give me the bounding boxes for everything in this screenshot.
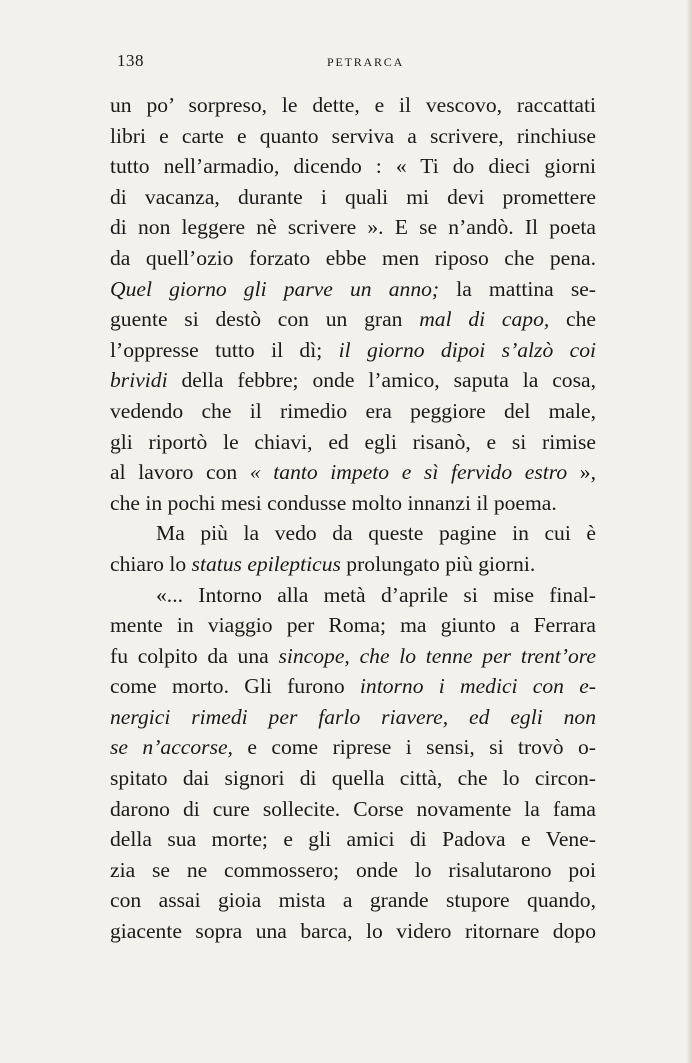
page-number: 138 — [117, 51, 144, 70]
text-segment: prolungato più giorni. — [340, 551, 536, 576]
text-line: mente in viaggio per Roma; ma giunto a Ferrara — [110, 613, 596, 638]
text-line — [110, 702, 596, 733]
text-line — [110, 365, 596, 396]
text-line — [110, 457, 596, 488]
text-line: tutto nell’armadio, dicendo : « Ti do dieci giorni — [110, 154, 596, 179]
text-line — [110, 732, 596, 763]
text-line: di non leggere nè scrivere ». E se n’andò. Il poeta — [110, 215, 596, 240]
italic-text: status epilepticus — [191, 551, 341, 576]
text-line: con assai gioia mista a grande stupore quando, — [110, 888, 596, 913]
italic-text: Quel giorno gli parve un anno; — [110, 276, 440, 301]
text-segment: che — [549, 307, 596, 332]
text-line — [110, 641, 596, 672]
text-line — [110, 549, 596, 580]
text-segment: della febbre; onde l’amico, saputa la cosa, — [167, 368, 596, 393]
text-line: un po’ sorpreso, le dette, e il vescovo, raccattati — [110, 93, 596, 117]
italic-text: intorno i medici con e- — [359, 674, 596, 699]
text-line: giacente sopra una barca, lo videro ritornare dopo — [110, 919, 596, 944]
page-edge — [686, 0, 692, 1063]
text-line — [110, 274, 596, 305]
text-segment: come morto. Gli furono — [110, 674, 360, 699]
body-text — [110, 90, 596, 947]
text-line — [110, 671, 596, 702]
text-line: che in pochi mesi condusse molto innanzi il poema. — [110, 490, 557, 515]
text-line: libri e carte e quanto serviva a scrivere, rinchiuse — [110, 123, 596, 148]
text-segment: e come riprese i sensi, si trovò o- — [232, 735, 596, 760]
text-line: Ma più la vedo da queste pagine in cui è — [156, 521, 596, 546]
text-segment: guente si destò con un gran — [110, 307, 420, 332]
text-line: vedendo che il rimedio era peggiore del male, — [110, 398, 596, 423]
text-line: di vacanza, durante i quali mi devi promettere — [110, 184, 596, 209]
text-line: della sua morte; e gli amici di Padova e Vene- — [110, 827, 596, 852]
italic-text: « tanto impeto e sì fervido estro — [249, 460, 568, 485]
text-line: darono di cure sollecite. Corse novamente la fama — [110, 796, 596, 821]
running-title: PETRARCA — [327, 55, 405, 69]
text-line: da quell’ozio forzato ebbe men riposo che pena. — [110, 245, 596, 270]
italic-text: brividi — [110, 368, 168, 393]
italic-text: sincope, che lo tenne per trent’ore — [278, 643, 596, 668]
text-line: spitato dai signori di quella città, che lo circon- — [110, 766, 596, 791]
text-segment: », — [567, 460, 597, 485]
text-line: «... Intorno alla metà d’aprile si mise final- — [156, 582, 596, 607]
text-segment: chiaro lo — [110, 551, 192, 576]
text-line — [110, 335, 596, 366]
italic-text: il giorno dipoi s’alzò coi — [338, 337, 596, 362]
italic-text: mal di capo, — [419, 307, 550, 332]
text-line: gli riportò le chiavi, ed egli risanò, e si rimise — [110, 429, 596, 454]
italic-text: se n’accorse, — [110, 735, 233, 760]
text-line: zia se ne commossero; onde lo risalutarono poi — [110, 857, 596, 882]
text-line — [110, 304, 596, 335]
text-segment: fu colpito da una — [110, 643, 279, 668]
text-segment: la mattina se- — [439, 276, 596, 301]
italic-text: nergici rimedi per farlo riavere, ed egli non — [110, 704, 596, 729]
text-segment: l’oppresse tutto il dì; — [110, 337, 339, 362]
text-segment: al lavoro con — [110, 460, 250, 485]
